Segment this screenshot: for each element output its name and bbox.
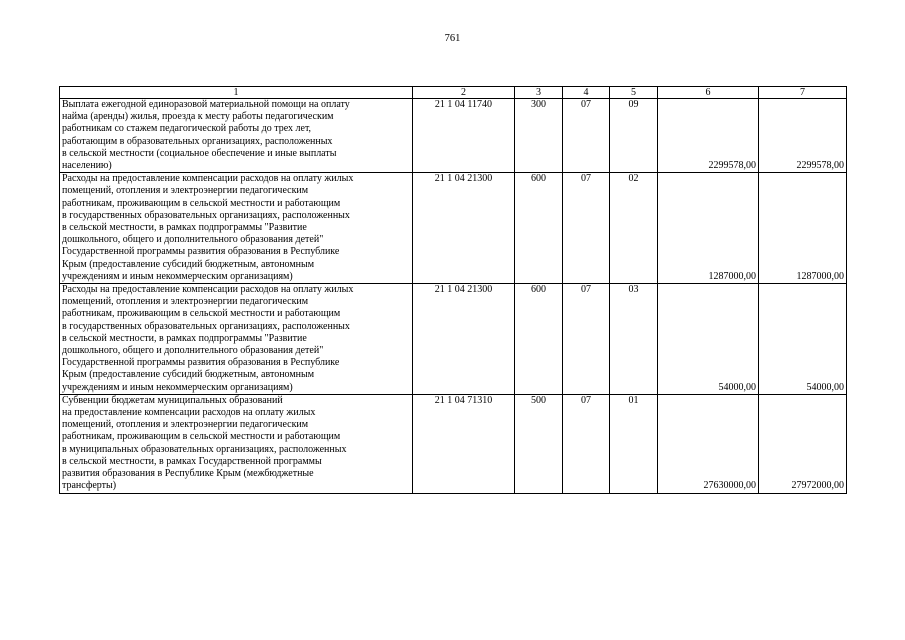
table-row — [60, 173, 847, 284]
column-header: 2 — [413, 87, 515, 99]
row-description: Расходы на предоставление компенсации расходов на оплату жилых помещений, отопления и электроэнергии педагогическим работникам, проживающим в сельской местности и работающим в государственных образовательных организациях, расположенных в сельской местности, в рамках подпрограммы "Развитие дошкольного, общего и дополнительного образования детей" Государственной программы развития образования в Республике Крым (предоставление субсидий бюджетным, автономным учреждениям и иным некоммерческим организациям) — [60, 284, 413, 395]
page-number: 761 — [444, 33, 461, 44]
amount-value: 27630000,00 — [703, 480, 756, 492]
amount-column-6 — [658, 394, 759, 493]
amount-value: 54000,00 — [806, 381, 844, 393]
amount-column-7 — [759, 173, 847, 284]
budget-table — [59, 86, 847, 494]
amount-column-7 — [759, 394, 847, 493]
target-article-code: 21 1 04 21300 — [413, 284, 515, 395]
column-header: 6 — [658, 87, 759, 99]
expense-type-code: 500 — [515, 394, 563, 493]
amount-column-6 — [658, 284, 759, 395]
row-description: Расходы на предоставление компенсации расходов на оплату жилых помещений, отопления и электроэнергии педагогическим работникам, проживающим в сельской местности и работающим в государственных образовательных организациях, расположенных в сельской местности, в рамках подпрограммы "Развитие дошкольного, общего и дополнительного образования детей" Государственной программы развития образования в Республике Крым (предоставление субсидий бюджетным, автономным учреждениям и иным некоммерческим организациям) — [60, 173, 413, 284]
section-code: 07 — [563, 99, 610, 173]
row-description: Субвенции бюджетам муниципальных образований на предоставление компенсации расходов на оплату жилых помещений, отопления и электроэнергии педагогическим работникам, проживающим в сельской местности и работающим в муниципальных образовательных организациях, расположенных в сельской местности, в рамках Государственной программы развития образования в Республике Крым (межбюджетные трансферты) — [60, 394, 413, 493]
table-row — [60, 394, 847, 493]
amount-column-7 — [759, 284, 847, 395]
subsection-code: 01 — [610, 394, 658, 493]
amount-value: 1287000,00 — [708, 270, 756, 282]
amount-value: 27972000,00 — [791, 480, 844, 492]
table-header-row — [60, 87, 847, 99]
column-header: 4 — [563, 87, 610, 99]
amount-value: 1287000,00 — [796, 270, 844, 282]
amount-value: 2299578,00 — [708, 160, 756, 172]
row-description: Выплата ежегодной единоразовой материальной помощи на оплату найма (аренды) жилья, проезда к месту работы педагогическим работникам со стажем педагогической работы до трех лет, работающим в образовательных организациях, расположенных в сельской местности (социальное обеспечение и иные выплаты населению) — [60, 99, 413, 173]
target-article-code: 21 1 04 71310 — [413, 394, 515, 493]
amount-column-7 — [759, 99, 847, 173]
target-article-code: 21 1 04 11740 — [413, 99, 515, 173]
column-header: 3 — [515, 87, 563, 99]
expense-type-code: 600 — [515, 284, 563, 395]
column-header: 1 — [60, 87, 413, 99]
expense-type-code: 300 — [515, 99, 563, 173]
amount-value: 54000,00 — [718, 381, 756, 393]
target-article-code: 21 1 04 21300 — [413, 173, 515, 284]
subsection-code: 03 — [610, 284, 658, 395]
amount-column-6 — [658, 99, 759, 173]
section-code: 07 — [563, 284, 610, 395]
section-code: 07 — [563, 173, 610, 284]
expense-type-code: 600 — [515, 173, 563, 284]
table-row — [60, 284, 847, 395]
table-row — [60, 99, 847, 173]
amount-value: 2299578,00 — [796, 160, 844, 172]
column-header: 5 — [610, 87, 658, 99]
column-header: 7 — [759, 87, 847, 99]
subsection-code: 09 — [610, 99, 658, 173]
amount-column-6 — [658, 173, 759, 284]
subsection-code: 02 — [610, 173, 658, 284]
section-code: 07 — [563, 394, 610, 493]
